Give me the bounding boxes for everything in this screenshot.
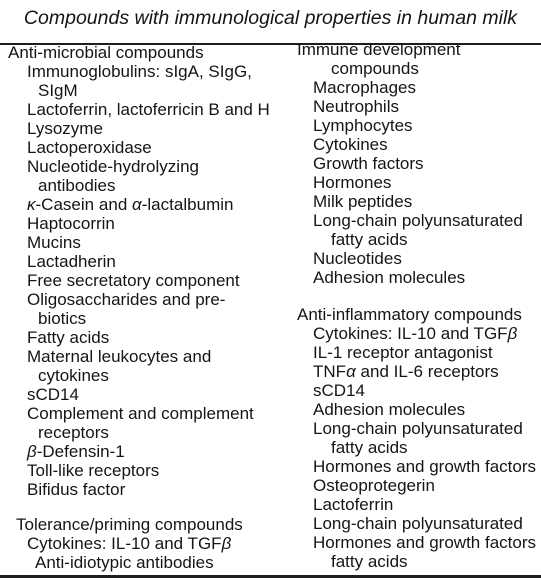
list-item: Nucleotide-hydrolyzing — [27, 157, 199, 176]
list-item-continuation: fatty acids — [331, 230, 408, 249]
section-heading: Anti-microbial compounds — [8, 43, 204, 62]
list-item-continuation: cytokines — [38, 366, 109, 385]
table-title: Compounds with immunological properties in human milk — [23, 7, 518, 29]
list-item: Adhesion molecules — [313, 400, 466, 419]
list-item: sCD14 — [27, 385, 79, 404]
list-item: Lactadherin — [27, 252, 116, 271]
list-item: Anti-idiotypic antibodies — [35, 553, 214, 572]
list-item: Hormones — [313, 173, 392, 192]
list-item: Long-chain polyunsaturated — [313, 211, 523, 230]
list-item: Fatty acids — [27, 328, 110, 347]
list-item: Milk peptides — [313, 192, 413, 211]
list-item: Hormones and growth factors — [313, 533, 536, 552]
list-item: Growth factors — [313, 154, 424, 173]
section-heading: Immune development — [297, 40, 461, 59]
list-item: Free secretatory component — [27, 271, 240, 290]
list-item: Maternal leukocytes and — [27, 347, 212, 366]
list-item-continuation: fatty acids — [331, 552, 408, 571]
section-tolerance — [0, 515, 290, 572]
list-item: Complement and complement — [27, 404, 254, 423]
list-item: Long-chain polyunsaturated — [313, 514, 523, 533]
list-item: sCD14 — [313, 381, 365, 400]
bottom-rule — [0, 575, 541, 578]
section-heading: Tolerance/priming compounds — [16, 515, 243, 534]
list-item: Immunoglobulins: sIgA, SIgG, — [27, 62, 252, 81]
list-item: Hormones and growth factors — [313, 457, 536, 476]
list-item: Oligosaccharides and pre- — [27, 290, 226, 309]
list-item: Cytokines: IL-10 and TGFβ — [27, 534, 232, 553]
list-item: Nucleotides — [313, 249, 402, 268]
list-item-continuation: fatty acids — [331, 438, 408, 457]
list-item: Bifidus factor — [27, 480, 126, 499]
list-item: Neutrophils — [313, 97, 399, 116]
list-item: Adhesion molecules — [313, 268, 466, 287]
list-item: TNFα and IL-6 receptors — [313, 362, 499, 381]
list-item: Lactoferrin — [313, 495, 394, 514]
section-immune-development — [290, 40, 541, 287]
list-item: IL-1 receptor antagonist — [313, 343, 493, 362]
list-item: Cytokines: IL-10 and TGFβ — [313, 324, 518, 343]
list-item-continuation: receptors — [38, 423, 109, 442]
list-item: Lysozyme — [27, 119, 103, 138]
list-item: Lymphocytes — [313, 116, 413, 135]
list-item-continuation: SIgM — [38, 81, 78, 100]
list-item-continuation: antibodies — [38, 176, 116, 195]
list-item: Osteoprotegerin — [313, 476, 435, 495]
list-item: κ-Casein and α-lactalbumin — [27, 195, 234, 214]
list-item: Lactoperoxidase — [27, 138, 152, 157]
section-heading-continuation: compounds — [331, 59, 419, 78]
list-item: Haptocorrin — [27, 214, 115, 233]
list-item: Mucins — [27, 233, 81, 252]
list-item: Lactoferrin, lactoferricin B and H — [27, 100, 270, 119]
section-anti-inflammatory — [290, 305, 541, 571]
list-item: Toll-like receptors — [27, 461, 160, 480]
list-item-continuation: biotics — [38, 309, 87, 328]
list-item: Macrophages — [313, 78, 417, 97]
list-item: β-Defensin-1 — [27, 442, 125, 461]
list-item: Cytokines — [313, 135, 388, 154]
section-heading: Anti-inflammatory compounds — [297, 305, 522, 324]
section-antimicrobial — [0, 43, 290, 499]
list-item: Long-chain polyunsaturated — [313, 419, 523, 438]
